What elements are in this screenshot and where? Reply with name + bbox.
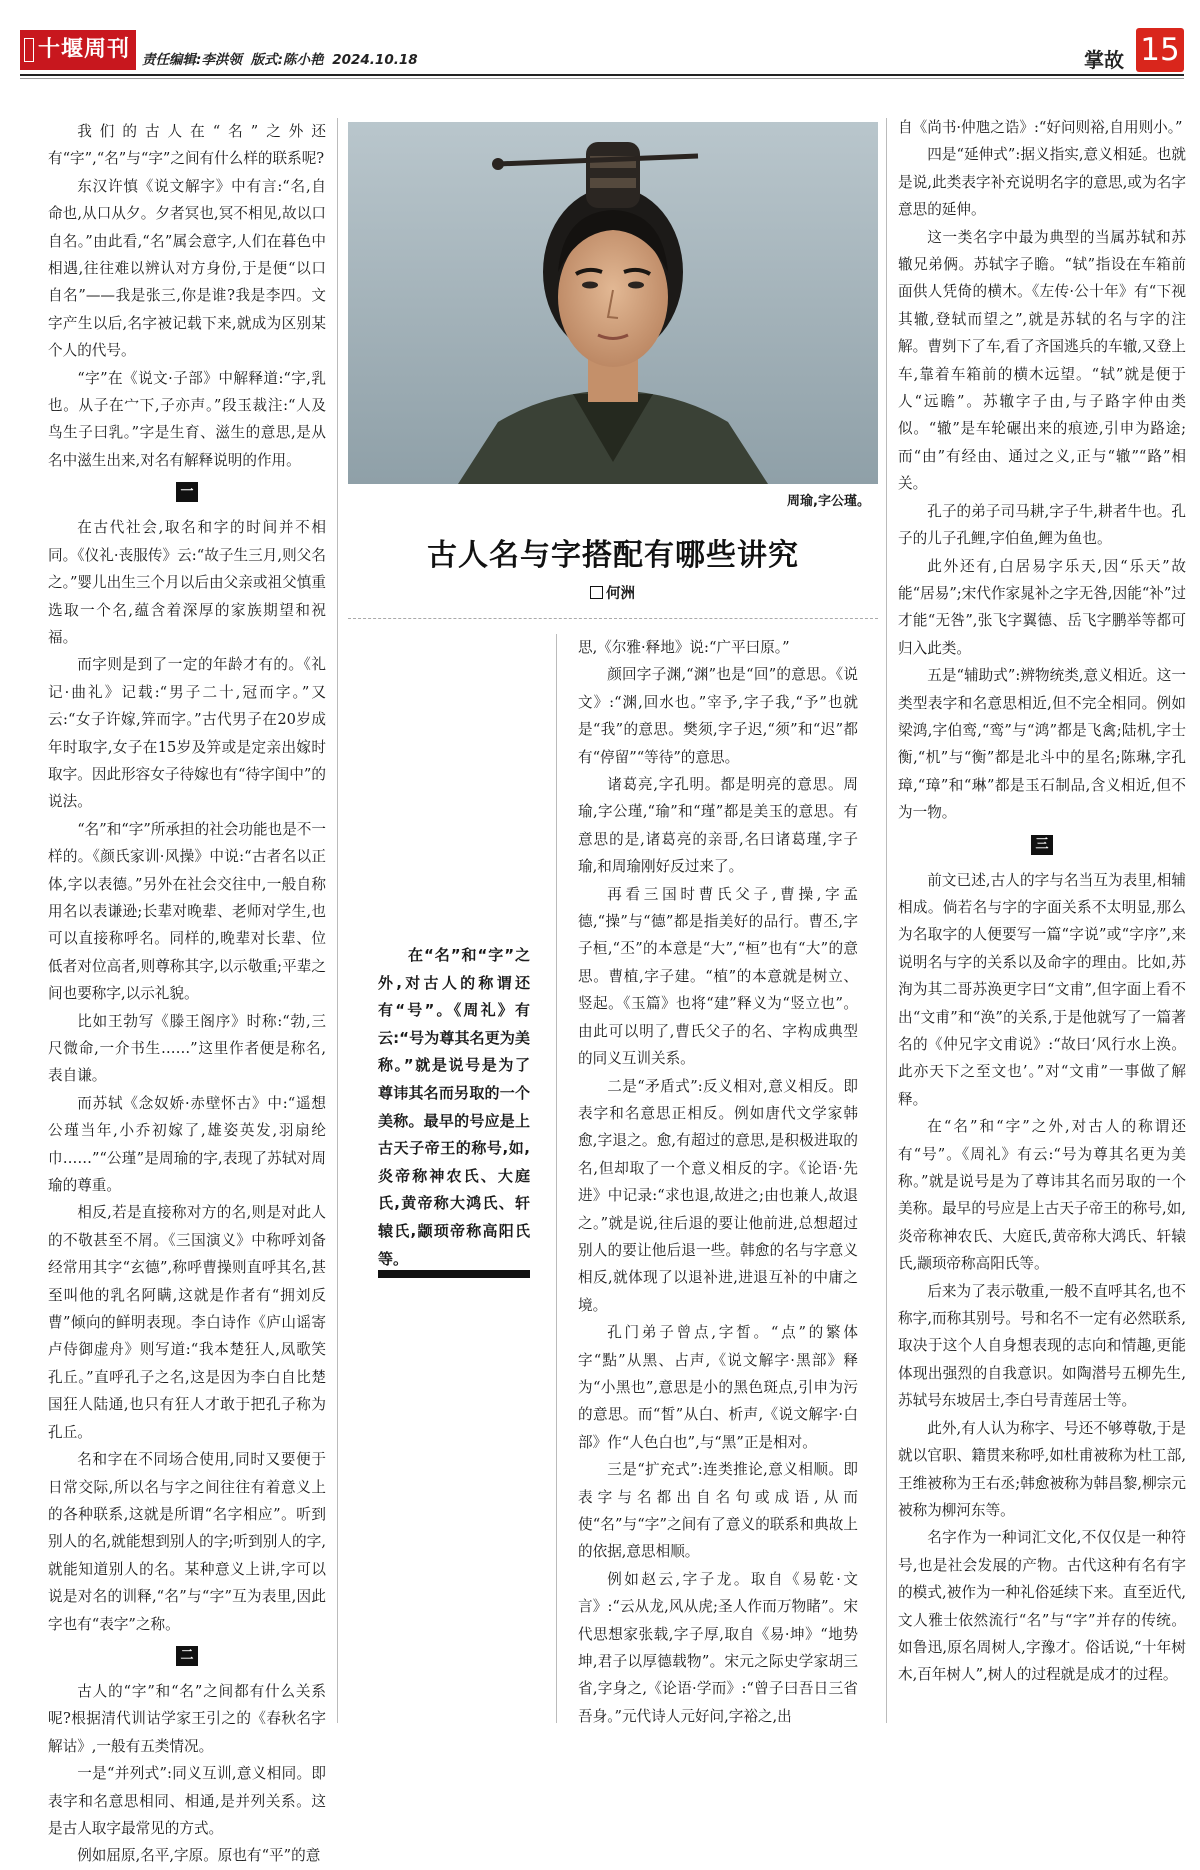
article-column-4 xyxy=(898,114,1186,1689)
page-number: 15 xyxy=(1136,28,1184,72)
paragraph: 名字作为一种词汇文化,不仅仅是一种符号,也是社会发展的产物。古代这种有名有字的模式,被作为一种礼俗延续下来。直至近代,文人雅士依然流行“名”与“字”并存的传统。如鲁迅,原名周树人,字豫才。俗话说,“十年树木,百年树人”,树人的过程就是成才的过程。 xyxy=(898,1529,1186,1684)
paragraph: 五是“辅助式”:辨物统类,意义相近。这一类型表字和名意思相近,但不完全相同。例如梁鸿,字伯鸾,“鸾”与“鸿”都是飞禽;陆机,字士衡,“机”与“衡”都是北斗中的星名;陈琳,字孔璋,“璋”和“琳”都是玉石制品,含义相近,但不为一物。 xyxy=(898,667,1186,822)
paragraph: 我们的古人在“名”之外还有“字”,“名”与“字”之间有什么样的联系呢? xyxy=(48,123,326,168)
section-marker-label: 三 xyxy=(1031,835,1053,855)
issue-date: 2024.10.18 xyxy=(332,52,418,68)
pull-quote xyxy=(378,942,530,1273)
paragraph: 颜回字子渊,“渊”也是“回”的意思。《说文》:“渊,回水也。”宰予,字子我,“予”也就是“我”的意思。樊须,字子迟,“须”和“迟”都有“停留”“等待”的意思。 xyxy=(578,666,858,766)
paragraph: “字”在《说文·子部》中解释道:“字,乳也。从子在宀下,子亦声。”段玉裁注:“人及鸟生子曰乳。”字是生育、滋生的意思,是从名中滋生出来,对名有解释说明的作用。 xyxy=(48,369,326,469)
paragraph: 而苏轼《念奴娇·赤壁怀古》中:“遥想公瑾当年,小乔初嫁了,雄姿英发,羽扇纶巾……”“公瑾”是周瑜的字,表现了苏轼对周瑜的尊重。 xyxy=(48,1094,326,1195)
paragraph: 思,《尔雅·释地》说:“广平曰原。” xyxy=(578,639,790,656)
masthead-logo xyxy=(20,30,136,70)
portrait-illustration xyxy=(348,122,878,484)
byline-box-icon xyxy=(590,586,603,599)
section-marker xyxy=(48,474,326,514)
paragraph: 相反,若是直接称对方的名,则是对此人的不敬甚至不屑。《三国演义》中称呼刘备经常用其字“玄德”,称呼曹操则直呼其名,甚至叫他的乳名阿瞒,这就是作者有“拥刘反曹”倾向的鲜明表现。李白诗作《庐山谣寄卢侍御虚舟》则写道:“我本楚狂人,凤歌笑孔丘。”直呼孔子之名,这是因为李白自比楚国狂人陆通,也只有狂人才敢于把孔子称为孔丘。 xyxy=(48,1204,326,1441)
pull-quote-bar xyxy=(378,1270,530,1278)
article-photo xyxy=(348,122,878,484)
paragraph: 例如屈原,名平,字原。原也有“平”的意 xyxy=(77,1847,321,1865)
paragraph: 诸葛亮,字孔明。都是明亮的意思。周瑜,字公瑾,“瑜”和“瑾”都是美玉的意思。有意思的是,诸葛亮的亲哥,名曰诸葛瑾,字子瑜,和周瑜刚好反过来了。 xyxy=(578,776,858,876)
article-title: 古人名与字搭配有哪些讲究 xyxy=(427,538,799,573)
paragraph: “名”和“字”所承担的社会功能也是不一样的。《颜氏家训·风操》中说:“古者名以正体,字以表德。”另外在社会交往中,一般自称用名以表谦逊;长辈对晚辈、老师对学生,也可以直接称呼名。同样的,晚辈对长辈、位低者对位高者,则尊称其字,以示敬重;平辈之间也要称字,以示礼貌。 xyxy=(48,820,326,1003)
author-byline xyxy=(590,582,635,603)
paragraph: 在“名”和“字”之外,对古人的称谓还有“号”。《周礼》有云:“号为尊其名更为美称。”就是说号是为了尊讳其名而另取的一个美称。最早的号应是上古天子帝王的称号,如,炎帝称神农氏、大庭氏,黄帝称大鸿氏、轩辕氏,颛顼帝称高阳氏等。 xyxy=(898,1118,1186,1273)
section-marker-label: 一 xyxy=(176,482,198,502)
paragraph: 比如王勃写《滕王阁序》时称:“勃,三尺微命,一介书生……”这里作者便是称名,表自谦。 xyxy=(48,1012,326,1085)
article-column-1 xyxy=(48,118,326,1870)
title-divider xyxy=(348,618,878,619)
photo-caption: 周瑜,字公瑾。 xyxy=(787,494,870,509)
layout-credit: 版式:陈小艳 xyxy=(250,52,324,68)
paragraph: 而字则是到了一定的年龄才有的。《礼记·曲礼》记载:“男子二十,冠而字。”又云:“女子许嫁,笄而字。”古代男子在20岁成年时取字,女子在15岁及笄或是定亲出嫁时取字。因此形容女子待嫁也有“待字闺中”的说法。 xyxy=(48,656,326,811)
column-divider xyxy=(556,634,557,1723)
paragraph: 二是“矛盾式”:反义相对,意义相反。即表字和名意思正相反。例如唐代文学家韩愈,字退之。愈,有超过的意思,是积极进取的名,但却取了一个意义相反的字。《论语·先进》中记录:“求也退,故进之;由也兼人,故退之。”就是说,往后退的要让他前进,总想超过别人的要让他后退一些。韩愈的名与字意义相反,就体现了以退补进,进退互补的中庸之境。 xyxy=(578,1077,858,1314)
paragraph: 这一类名字中最为典型的当属苏轼和苏辙兄弟俩。苏轼字子瞻。“轼”指设在车箱前面供人凭倚的横木。《左传·公十年》有“下视其辙,登轼而望之”,就是苏轼的名与字的注解。曹刿下了车,看了齐国逃兵的车辙,又登上车,靠着车箱前的横木远望。“轼”就是便于人“远瞻”。苏辙字子由,与子路字仲由类似。“辙”是车轮碾出来的痕迹,引申为路途;而“由”有经由、通过之义,正与“辙”“路”相关。 xyxy=(898,228,1186,493)
paragraph: 此外还有,白居易字乐天,因“乐天”故能“居易”;宋代作家晁补之字无咎,因能“补”过才能“无咎”,张飞字翼德、岳飞字鹏举等都可归入此类。 xyxy=(898,557,1186,657)
paragraph: 东汉许慎《说文解字》中有言:“名,自命也,从口从夕。夕者冥也,冥不相见,故以口自名。”由此看,“名”属会意字,人们在暮色中相遇,往往难以辨认对方身份,于是便“以口自名”——我是张三,你是谁?我是李四。文字产生以后,名字被记载下来,就成为区别某个人的代号。 xyxy=(48,177,326,360)
header-meta xyxy=(142,48,422,68)
paragraph: 前文已述,古人的字与名当互为表里,相辅相成。倘若名与字的字面关系不太明显,那么为名取字的人便要写一篇“字说”或“字序”,来说明名与字的关系以及命字的理由。比如,苏洵为其二哥苏涣更字曰“文甫”,但字面上看不出“文甫”和“涣”的关系,于是他就写了一篇著名的《仲兄字文甫说》:“故曰‘风行水上涣。此亦天下之至文也’。”对“文甫”一事做了解释。 xyxy=(898,871,1186,1108)
paragraph: 一是“并列式”:同义互训,意义相同。即表字和名意思相同、相通,是并列关系。这是古人取字最常见的方式。 xyxy=(48,1765,326,1837)
paragraph: 例如赵云,字子龙。取自《易乾·文言》:“云从龙,风从虎;圣人作而万物睹”。宋代思想家张载,字子厚,取自《易·坤》“地势坤,君子以厚德载物”。宋元之际史学家胡三省,字身之,《论语·学而》:“曾子曰吾日三省吾身。”元代诗人元好问,字裕之,出 xyxy=(578,1570,858,1725)
column-divider xyxy=(337,118,338,1723)
author-name: 何洲 xyxy=(606,586,635,602)
article-column-3 xyxy=(578,634,858,1730)
paragraph: 三是“扩充式”:连类推论,意义相顺。即表字与名都出自名句或成语,从而使“名”与“字”之间有了意义的联系和典故上的依据,意思相顺。 xyxy=(578,1461,858,1561)
paragraph: 孔子的弟子司马耕,字子牛,耕者牛也。孔子的儿子孔鲤,字伯鱼,鲤为鱼也。 xyxy=(898,502,1186,548)
paragraph: 后来为了表示敬重,一般不直呼其名,也不称字,而称其别号。号和名不一定有必然联系,取决于这个人自身想表现的志向和情趣,更能体现出强烈的自我意识。如陶潜号五柳先生,苏轼号东坡居士,李白号青莲居士等。 xyxy=(898,1282,1186,1410)
section-marker-label: 二 xyxy=(176,1646,198,1666)
paragraph: 此外,有人认为称字、号还不够尊敬,于是就以官职、籍贯来称呼,如杜甫被称为杜工部,王维被称为王右丞;韩愈被称为韩昌黎,柳宗元被称为柳河东等。 xyxy=(898,1419,1186,1519)
section-name: 掌故 xyxy=(1084,48,1124,72)
column-divider xyxy=(886,118,887,1723)
paragraph: 自《尚书·仲虺之诰》:“好问则裕,自用则小。” xyxy=(898,119,1183,136)
paragraph: 再看三国时曹氏父子,曹操,字孟德,“操”与“德”都是指美好的品行。曹丕,字子桓,“丕”的本意是“大”,“桓”也有“大”的意思。曹植,字子建。“植”的本意就是树立、竖起。《玉篇》也将“建”释义为“竖立也”。由此可以明了,曹氏父子的名、字构成典型的同义互训关系。 xyxy=(578,885,858,1068)
header-rule-thin xyxy=(20,78,1184,79)
header-rule xyxy=(20,74,1184,76)
masthead-logo-text: 十堰周刊 xyxy=(38,37,131,62)
paragraph: 古人的“字”和“名”之间都有什么关系呢?根据清代训诂学家王引之的《春秋名字解诂》,一般有五类情况。 xyxy=(48,1682,326,1755)
paragraph: 孔门弟子曾点,字皙。“点”的繁体字“點”从黑、占声,《说文解字·黑部》释为“小黑也”,意思是小的黑色斑点,引申为污的意思。而“皙”从白、析声,《说文解字·白部》作“人色白也”,与“黑”正是相对。 xyxy=(578,1324,858,1451)
editor-credit: 责任编辑:李洪领 xyxy=(142,52,242,68)
section-marker xyxy=(898,827,1186,867)
paragraph: 在古代社会,取名和字的时间并不相同。《仪礼·丧服传》云:“故子生三月,则父名之。”婴儿出生三个月以后由父亲或祖父慎重选取一个名,蕴含着深厚的家族期望和祝福。 xyxy=(48,519,326,646)
paragraph: 名和字在不同场合使用,同时又要便于日常交际,所以名与字之间往往有着意义上的各种联系,这就是所谓“名字相应”。听到别人的名,就能想到别人的字;听到别人的字,就能知道别人的名。某种意义上讲,字可以说是对名的训释,“名”与“字”互为表里,因此字也有“表字”之称。 xyxy=(48,1451,326,1633)
paragraph: 四是“延伸式”:据义指实,意义相延。也就是说,此类表字补充说明名字的意思,或为名字意思的延伸。 xyxy=(898,146,1186,219)
pull-quote-text: 在“名”和“字”之外,对古人的称谓还有“号”。《周礼》有云:“号为尊其名更为美称。”就是说号是为了尊讳其名而另取的一个美称。最早的号应是上古天子帝王的称号,如,炎帝称神农氏、大庭氏,黄帝称大鸿氏、轩辕氏,颛顼帝称高阳氏等。 xyxy=(378,946,530,1268)
section-marker xyxy=(48,1638,326,1678)
